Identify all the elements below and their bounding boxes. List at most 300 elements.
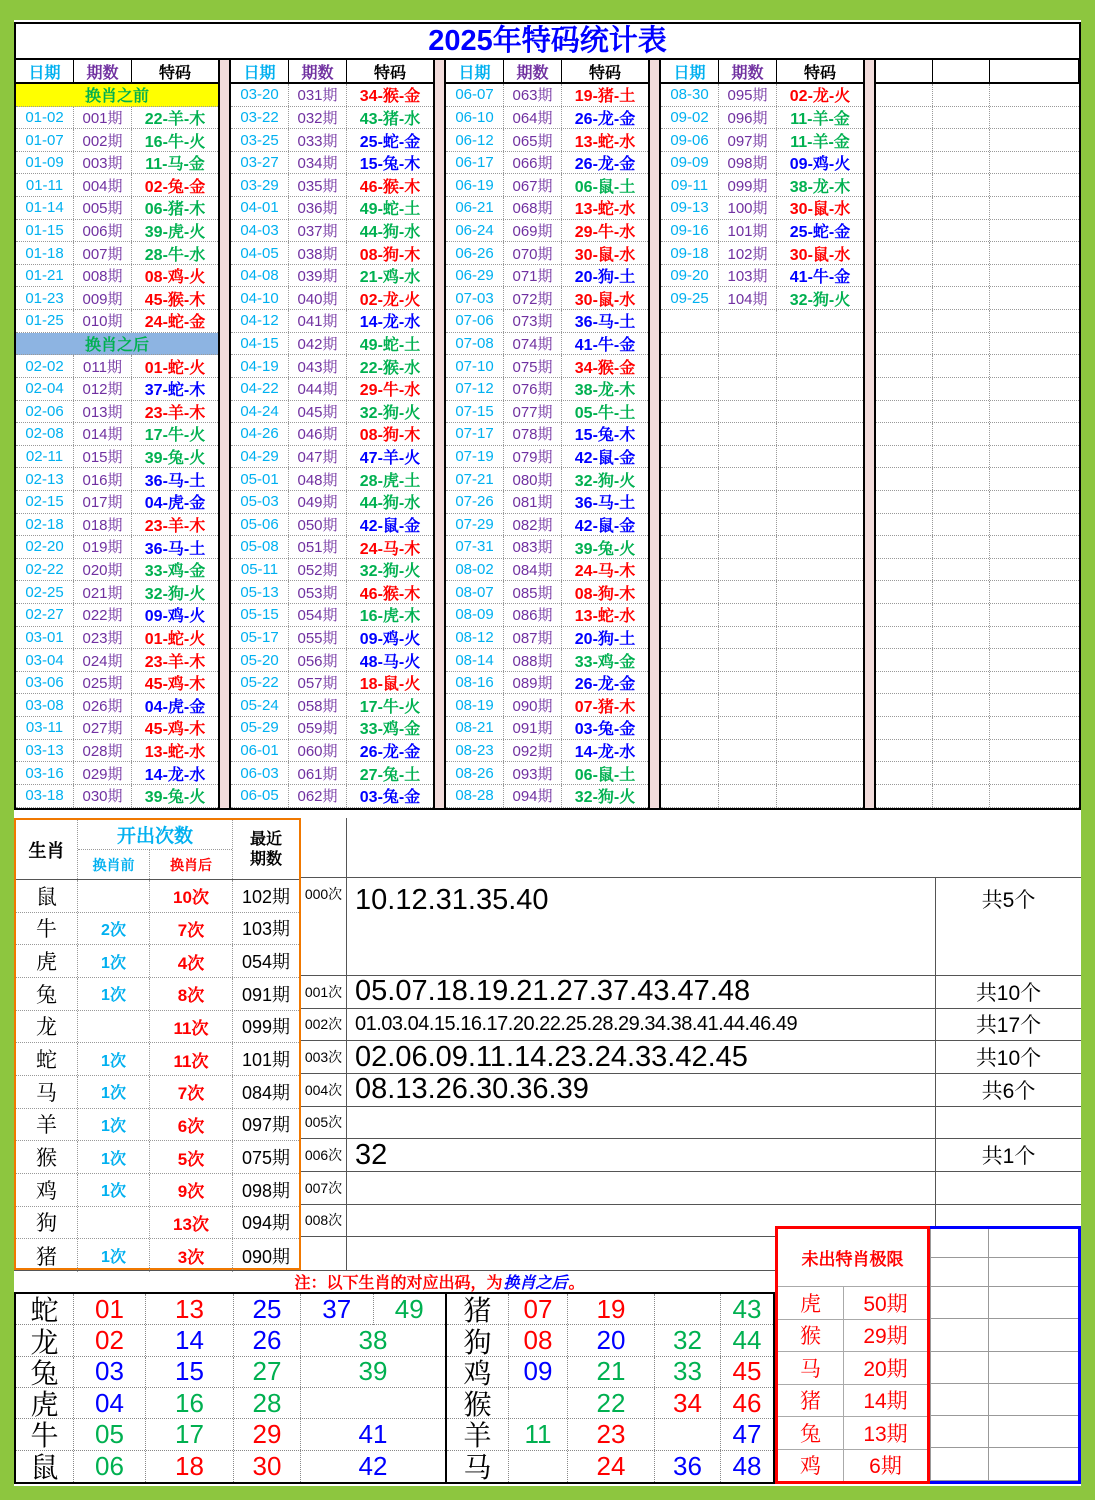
draw-date: 02-08 xyxy=(16,423,74,445)
empty-row xyxy=(876,220,1079,243)
draw-row xyxy=(231,220,433,243)
draw-date: 05-08 xyxy=(231,536,289,558)
empty-cell xyxy=(930,1258,988,1287)
frequency-total: 共10个 xyxy=(935,1041,1081,1073)
frequency-row xyxy=(301,1009,1081,1042)
frequency-row xyxy=(301,1107,1081,1140)
draw-date: 06-24 xyxy=(446,220,504,242)
ball-number: 46 xyxy=(732,1387,762,1418)
ball-number xyxy=(655,1419,721,1449)
draw-code: 36-马-土 xyxy=(574,314,636,332)
empty-cell xyxy=(990,152,1079,174)
draw-period xyxy=(719,740,777,762)
frequency-header-strip xyxy=(301,818,1081,878)
code-header: 特码 xyxy=(158,64,191,82)
count-after: 11次 xyxy=(150,1011,233,1043)
draw-period: 085期 xyxy=(504,581,562,603)
draw-period: 011期 xyxy=(74,355,132,377)
empty-cell xyxy=(933,514,990,536)
count-after: 5次 xyxy=(150,1141,233,1173)
draw-code: 42-鼠-金 xyxy=(359,517,421,535)
ball-number: 49 xyxy=(394,1293,424,1324)
draw-date: 06-29 xyxy=(446,265,504,287)
limit-periods: 14期 xyxy=(863,1390,908,1414)
limit-row xyxy=(778,1320,927,1353)
draw-row xyxy=(231,694,433,717)
empty-cell xyxy=(876,762,933,784)
draw-row xyxy=(16,129,218,152)
draw-row xyxy=(446,559,648,582)
group-header xyxy=(231,60,433,84)
draw-period: 034期 xyxy=(289,152,347,174)
draw-period: 048期 xyxy=(289,468,347,490)
draw-date: 05-01 xyxy=(231,468,289,490)
draw-date: 08-07 xyxy=(446,581,504,603)
draw-code: 32-狗-火 xyxy=(359,563,421,581)
ball-number: 07 xyxy=(509,1294,568,1324)
empty-cell xyxy=(990,649,1079,671)
draw-period: 096期 xyxy=(719,107,777,129)
draw-period: 044期 xyxy=(289,378,347,400)
frequency-numbers: 32 xyxy=(355,1139,388,1171)
draw-date: 06-21 xyxy=(446,197,504,219)
draw-period: 083期 xyxy=(504,536,562,558)
draw-code: 22-羊-木 xyxy=(144,110,206,128)
empty-cell xyxy=(930,1352,988,1384)
draw-code: 13-蛇-水 xyxy=(574,201,636,219)
draw-period xyxy=(719,333,777,355)
draw-date: 04-24 xyxy=(231,401,289,423)
draw-period: 009期 xyxy=(74,287,132,309)
frequency-row xyxy=(301,1172,1081,1205)
empty-cell xyxy=(876,559,933,581)
empty-row xyxy=(876,446,1079,469)
empty-cell xyxy=(933,174,990,196)
ball-number: 14 xyxy=(146,1325,234,1355)
empty-row xyxy=(876,310,1079,333)
zodiac-stats-row xyxy=(16,1011,299,1044)
draw-period: 054期 xyxy=(289,604,347,626)
empty-cell xyxy=(933,762,990,784)
empty-row xyxy=(876,242,1079,265)
ball-number: 33 xyxy=(655,1357,721,1387)
empty-cell xyxy=(933,785,990,807)
draw-row xyxy=(16,265,218,288)
empty-row xyxy=(876,287,1079,310)
empty-header-cell xyxy=(876,60,933,82)
draw-code: 30-鼠-水 xyxy=(789,201,851,219)
column-separator xyxy=(218,60,231,808)
draw-period xyxy=(719,310,777,332)
draw-period xyxy=(719,468,777,490)
count-header-group xyxy=(78,820,233,879)
draw-row xyxy=(231,446,433,469)
draw-row xyxy=(661,129,863,152)
empty-cell xyxy=(933,604,990,626)
draw-date xyxy=(661,740,719,762)
empty-cell xyxy=(930,1416,988,1448)
frequency-label: 002次 xyxy=(301,1009,347,1041)
draw-date xyxy=(661,468,719,490)
draw-code: 45-鸡-木 xyxy=(144,721,206,739)
draw-date: 05-03 xyxy=(231,491,289,513)
zodiac-name: 牛 xyxy=(16,1419,74,1449)
draw-date: 04-22 xyxy=(231,378,289,400)
empty-header-cell xyxy=(990,60,1079,82)
draw-row xyxy=(661,378,863,401)
draw-code: 08-狗-木 xyxy=(574,585,636,603)
draw-date: 03-27 xyxy=(231,152,289,174)
ball-number: 27 xyxy=(234,1357,301,1387)
empty-cell xyxy=(988,1448,1078,1480)
draw-period: 095期 xyxy=(719,84,777,106)
draw-date: 07-15 xyxy=(446,401,504,423)
draw-date xyxy=(661,423,719,445)
column-separator xyxy=(433,60,446,808)
empty-cell xyxy=(988,1258,1078,1287)
draw-date: 06-05 xyxy=(231,785,289,807)
draw-code: 38-龙-木 xyxy=(789,178,851,196)
limit-zodiac: 鸡 xyxy=(778,1450,844,1482)
frequency-label: 004次 xyxy=(301,1074,347,1106)
draw-row xyxy=(231,152,433,175)
empty-cell xyxy=(988,1352,1078,1384)
draw-period: 039期 xyxy=(289,265,347,287)
draw-code: 04-虎-金 xyxy=(144,495,206,513)
draw-code: 29-牛-水 xyxy=(359,382,421,400)
draw-date: 03-11 xyxy=(16,717,74,739)
draw-date: 08-23 xyxy=(446,740,504,762)
draw-period: 041期 xyxy=(289,310,347,332)
draw-date: 04-03 xyxy=(231,220,289,242)
draw-date: 01-18 xyxy=(16,242,74,264)
zodiac-map-row xyxy=(447,1388,773,1419)
zodiac-name: 猪 xyxy=(447,1294,509,1324)
empty-row xyxy=(876,265,1079,288)
frequency-label: 008次 xyxy=(301,1205,347,1237)
draw-code: 14-龙-水 xyxy=(574,743,636,761)
draw-period: 040期 xyxy=(289,287,347,309)
zodiac-map-row xyxy=(447,1419,773,1450)
recent-period: 103期 xyxy=(241,919,291,940)
empty-row xyxy=(876,604,1079,627)
note-highlight: 换肖之后 xyxy=(503,1275,568,1292)
ball-number: 16 xyxy=(146,1388,234,1418)
draw-period: 084期 xyxy=(504,559,562,581)
draw-date: 02-18 xyxy=(16,514,74,536)
count-before: 1次 xyxy=(78,1174,150,1206)
draw-code xyxy=(777,468,863,490)
empty-cell xyxy=(933,401,990,423)
draw-code: 36-马-土 xyxy=(574,495,636,513)
zodiac-name: 狗 xyxy=(447,1325,509,1355)
code-header: 特码 xyxy=(803,64,836,82)
empty-cell xyxy=(876,152,933,174)
draw-period: 091期 xyxy=(504,717,562,739)
limit-zodiac: 猴 xyxy=(778,1320,844,1352)
empty-cell xyxy=(990,174,1079,196)
limit-zodiac: 猪 xyxy=(778,1385,844,1417)
count-after: 10次 xyxy=(150,880,233,912)
count-before: 2次 xyxy=(78,913,150,945)
draw-code: 26-龙-金 xyxy=(359,743,421,761)
draw-code: 23-羊-木 xyxy=(144,653,206,671)
draw-period: 037期 xyxy=(289,220,347,242)
empty-row xyxy=(876,84,1079,107)
empty-cell xyxy=(876,197,933,219)
draw-row xyxy=(16,287,218,310)
draw-date: 06-12 xyxy=(446,129,504,151)
draw-period: 072期 xyxy=(504,287,562,309)
draw-period: 066期 xyxy=(504,152,562,174)
draw-code: 04-虎-金 xyxy=(144,698,206,716)
draw-row xyxy=(661,785,863,808)
empty-cell xyxy=(930,1448,988,1480)
draw-date: 07-10 xyxy=(446,355,504,377)
zodiac-name: 鼠 xyxy=(16,880,78,912)
draw-row xyxy=(231,107,433,130)
draw-row xyxy=(661,740,863,763)
draw-date: 02-15 xyxy=(16,491,74,513)
draw-period: 025期 xyxy=(74,672,132,694)
draw-row xyxy=(661,649,863,672)
zodiac-name: 虎 xyxy=(16,945,78,977)
middle-section xyxy=(14,818,1081,1270)
draw-row xyxy=(231,401,433,424)
empty-cell xyxy=(876,265,933,287)
draw-row xyxy=(661,694,863,717)
zodiac-number-map-left xyxy=(14,1292,447,1484)
draw-row xyxy=(661,446,863,469)
ball-number: 08 xyxy=(509,1325,568,1355)
draw-row xyxy=(661,581,863,604)
empty-cell xyxy=(990,84,1079,106)
draw-date xyxy=(661,514,719,536)
empty-cell xyxy=(990,287,1079,309)
ball-number: 26 xyxy=(234,1325,301,1355)
empty-cell xyxy=(988,1319,1078,1351)
draw-date: 06-19 xyxy=(446,174,504,196)
frequency-table xyxy=(301,818,1081,1270)
frequency-total: 共1个 xyxy=(935,1139,1081,1171)
draw-period: 026期 xyxy=(74,694,132,716)
draw-date: 07-29 xyxy=(446,514,504,536)
empty-cell xyxy=(876,581,933,603)
ball-number: 41 xyxy=(358,1418,388,1449)
limit-zodiac: 马 xyxy=(778,1352,844,1384)
empty-cell xyxy=(876,84,933,106)
draw-date: 08-12 xyxy=(446,627,504,649)
draw-row xyxy=(231,310,433,333)
draw-row xyxy=(231,536,433,559)
draw-date: 05-17 xyxy=(231,627,289,649)
draw-date: 02-25 xyxy=(16,581,74,603)
draw-date: 03-25 xyxy=(231,129,289,151)
empty-cell xyxy=(930,1384,988,1416)
empty-cell xyxy=(876,446,933,468)
draw-row xyxy=(446,129,648,152)
draw-date: 05-24 xyxy=(231,694,289,716)
draw-code: 39-兔-火 xyxy=(144,789,206,807)
draw-row xyxy=(661,762,863,785)
draw-row xyxy=(16,355,218,378)
draw-code: 14-龙-水 xyxy=(359,314,421,332)
ball-number: 24 xyxy=(568,1451,655,1482)
draw-code: 33-鸡-金 xyxy=(359,721,421,739)
empty-cell xyxy=(876,355,933,377)
period-header: 期数 xyxy=(74,60,132,82)
draw-period xyxy=(719,491,777,513)
draw-code: 45-鸡-木 xyxy=(144,676,206,694)
frequency-numbers: 02.06.09.11.14.23.24.33.42.45 xyxy=(355,1041,748,1073)
zodiac-change-band: 换肖之后 xyxy=(16,333,218,356)
draw-date: 07-21 xyxy=(446,468,504,490)
draw-row xyxy=(231,423,433,446)
draw-code: 26-龙-金 xyxy=(574,676,636,694)
draw-date xyxy=(661,355,719,377)
draw-period: 080期 xyxy=(504,468,562,490)
empty-cell xyxy=(876,491,933,513)
draw-code: 25-蛇-金 xyxy=(789,223,851,241)
empty-row xyxy=(876,514,1079,537)
zodiac-name: 马 xyxy=(447,1451,509,1482)
ball-number: 11 xyxy=(509,1419,568,1449)
draw-code: 44-狗-水 xyxy=(359,223,421,241)
draw-date: 06-26 xyxy=(446,242,504,264)
zodiac-name: 兔 xyxy=(16,978,78,1010)
draw-code: 06-鼠-土 xyxy=(574,178,636,196)
draw-row xyxy=(16,423,218,446)
group-header xyxy=(446,60,648,84)
draw-period: 050期 xyxy=(289,514,347,536)
draw-date: 04-12 xyxy=(231,310,289,332)
zodiac-map-row xyxy=(447,1325,773,1356)
draw-code: 28-虎-土 xyxy=(359,472,421,490)
draw-row xyxy=(446,785,648,808)
empty-cell xyxy=(930,1319,988,1351)
ball-number: 23 xyxy=(568,1419,655,1449)
draw-period xyxy=(719,514,777,536)
draw-row xyxy=(231,627,433,650)
ball-number: 04 xyxy=(74,1388,146,1418)
draw-date xyxy=(661,649,719,671)
draw-period: 030期 xyxy=(74,785,132,807)
draw-date: 01-09 xyxy=(16,152,74,174)
empty-row xyxy=(876,197,1079,220)
empty-cell xyxy=(933,152,990,174)
empty-cell xyxy=(990,581,1079,603)
empty-cell xyxy=(990,378,1079,400)
draw-row xyxy=(16,401,218,424)
draw-code xyxy=(777,785,863,807)
draw-code: 13-蛇-水 xyxy=(574,133,636,151)
empty-cell xyxy=(876,740,933,762)
empty-row xyxy=(876,355,1079,378)
empty-cell xyxy=(990,491,1079,513)
draw-code: 37-蛇-木 xyxy=(144,382,206,400)
limit-row xyxy=(778,1417,927,1450)
draw-row xyxy=(661,174,863,197)
recent-period: 084期 xyxy=(241,1082,291,1103)
frequency-label: 001次 xyxy=(301,976,347,1008)
empty-cell xyxy=(933,265,990,287)
frequency-numbers: 05.07.18.19.21.27.37.43.47.48 xyxy=(355,976,751,1008)
empty-cell xyxy=(990,604,1079,626)
frequency-total: 共6个 xyxy=(935,1074,1081,1106)
draw-code xyxy=(777,627,863,649)
recent-period: 097期 xyxy=(241,1115,291,1136)
zodiac-name: 羊 xyxy=(447,1419,509,1449)
draw-row xyxy=(446,84,648,107)
draw-period xyxy=(719,694,777,716)
count-before: 1次 xyxy=(78,1076,150,1108)
note-suffix: 。 xyxy=(568,1275,585,1292)
special-code-table xyxy=(14,22,1081,810)
draw-date: 06-03 xyxy=(231,762,289,784)
draw-code xyxy=(777,355,863,377)
ball-number: 06 xyxy=(74,1451,146,1482)
draw-code: 11-马-金 xyxy=(145,156,205,174)
draw-code: 02-龙-火 xyxy=(789,88,851,106)
draw-period: 007期 xyxy=(74,242,132,264)
draw-period: 070期 xyxy=(504,242,562,264)
date-header: 日期 xyxy=(16,60,74,82)
draw-date: 07-08 xyxy=(446,333,504,355)
empty-cell xyxy=(933,355,990,377)
before-change-header: 换肖前 xyxy=(78,850,150,879)
empty-cell xyxy=(990,310,1079,332)
draw-date: 01-02 xyxy=(16,107,74,129)
draw-period: 001期 xyxy=(74,107,132,129)
draw-period: 059期 xyxy=(289,717,347,739)
draw-date: 04-15 xyxy=(231,333,289,355)
empty-cell xyxy=(933,129,990,151)
empty-header-cell xyxy=(933,60,990,82)
draw-period: 074期 xyxy=(504,333,562,355)
draw-row xyxy=(16,514,218,537)
draw-row xyxy=(446,333,648,356)
draw-period: 099期 xyxy=(719,174,777,196)
draw-row xyxy=(231,559,433,582)
draw-code xyxy=(777,401,863,423)
draw-period: 082期 xyxy=(504,514,562,536)
draw-period: 079期 xyxy=(504,446,562,468)
draw-date: 07-26 xyxy=(446,491,504,513)
period-column-group xyxy=(16,60,218,808)
zodiac-stats-row xyxy=(16,1207,299,1240)
zodiac-stats-row xyxy=(16,945,299,978)
draw-row xyxy=(446,423,648,446)
empty-cell xyxy=(876,514,933,536)
draw-row xyxy=(16,604,218,627)
draw-code xyxy=(777,378,863,400)
draw-date: 08-21 xyxy=(446,717,504,739)
draw-period xyxy=(719,401,777,423)
zodiac-stats-header xyxy=(16,820,299,880)
draw-date: 06-01 xyxy=(231,740,289,762)
draw-date xyxy=(661,536,719,558)
draw-row xyxy=(446,717,648,740)
draw-row xyxy=(446,355,648,378)
draw-date: 09-16 xyxy=(661,220,719,242)
zodiac-stats-row xyxy=(16,880,299,913)
draw-period xyxy=(719,627,777,649)
draw-row xyxy=(16,762,218,785)
recent-period: 054期 xyxy=(241,952,291,973)
empty-cell xyxy=(990,762,1079,784)
empty-row xyxy=(876,581,1079,604)
recent-period: 091期 xyxy=(241,984,291,1005)
